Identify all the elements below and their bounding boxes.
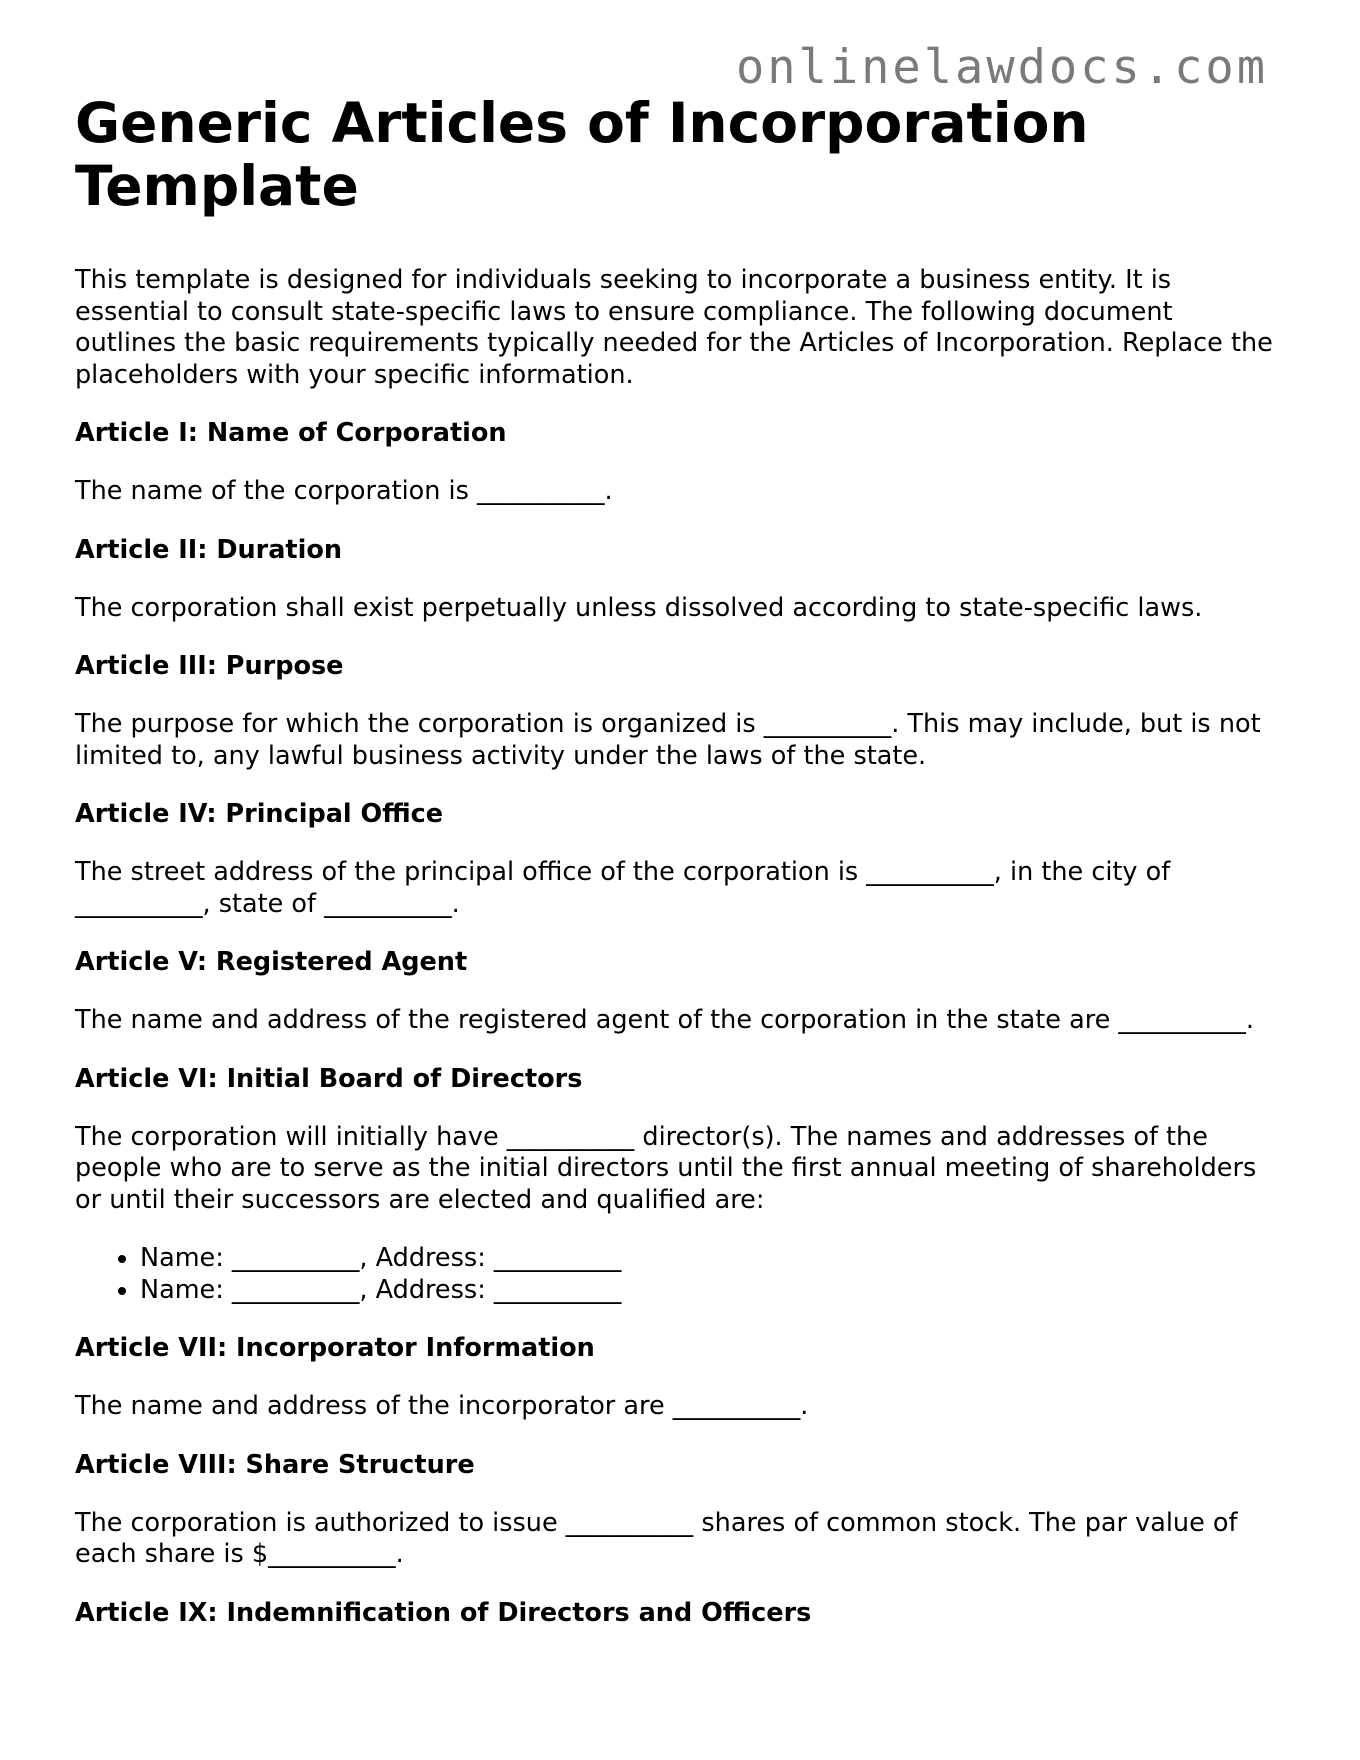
- article-3-body: The purpose for which the corporation is organized is __________. This may include, but is not limited to, any lawful business activity under the laws of the state.: [75, 709, 1261, 771]
- article-4-body: The street address of the principal office of the corporation is __________, in the city of __________, state of __________.: [75, 857, 1171, 919]
- directors-list: [75, 1243, 1275, 1306]
- article-7-body: The name and address of the incorporator are __________.: [75, 1391, 809, 1421]
- article-6-heading: Article VI: Initial Board of Directors: [75, 1063, 583, 1094]
- document-title: Generic Articles of Incorporation Template: [75, 91, 1089, 218]
- article-9-heading: Article IX: Indemnification of Directors and Officers: [75, 1597, 812, 1628]
- article-7-heading: Article VII: Incorporator Information: [75, 1333, 595, 1363]
- article-4-heading: Article IV: Principal Office: [75, 799, 444, 829]
- article-5-heading: Article V: Registered Agent: [75, 947, 468, 977]
- watermark-text: onlinelawdocs.com: [735, 40, 1268, 95]
- list-item: • Name: __________, Address: __________: [140, 1275, 1275, 1307]
- list-item: • Name: __________, Address: __________: [140, 1243, 1275, 1275]
- article-2-body: The corporation shall exist perpetually unless dissolved according to state-specific laws.: [75, 592, 1203, 623]
- article-5-body: The name and address of the registered agent of the corporation in the state are __________.: [75, 1005, 1255, 1035]
- article-6-body: The corporation will initially have __________ director(s). The names and addresses of the people who are to serve as the initial directors until the first annual meeting of shareholders or until their successors are elected and qualified are:: [75, 1121, 1257, 1215]
- intro-paragraph: This template is designed for individuals seeking to incorporate a business entity. It is essential to consult state-specific laws to ensure compliance. The following document outlines the basic requirements typically needed for the Articles of Incorporation. Replace the placeholders with your specific information.: [75, 265, 1273, 390]
- article-2-heading: Article II: Duration: [75, 534, 343, 565]
- article-8-heading: Article VIII: Share Structure: [75, 1449, 475, 1480]
- article-1-heading: Article I: Name of Corporation: [75, 418, 507, 448]
- document-page: [75, 92, 1275, 1629]
- article-3-heading: Article III: Purpose: [75, 651, 344, 681]
- article-8-body: The corporation is authorized to issue __________ shares of common stock. The par value of each share is $__________.: [75, 1507, 1238, 1569]
- article-1-body: The name of the corporation is __________.: [75, 476, 613, 506]
